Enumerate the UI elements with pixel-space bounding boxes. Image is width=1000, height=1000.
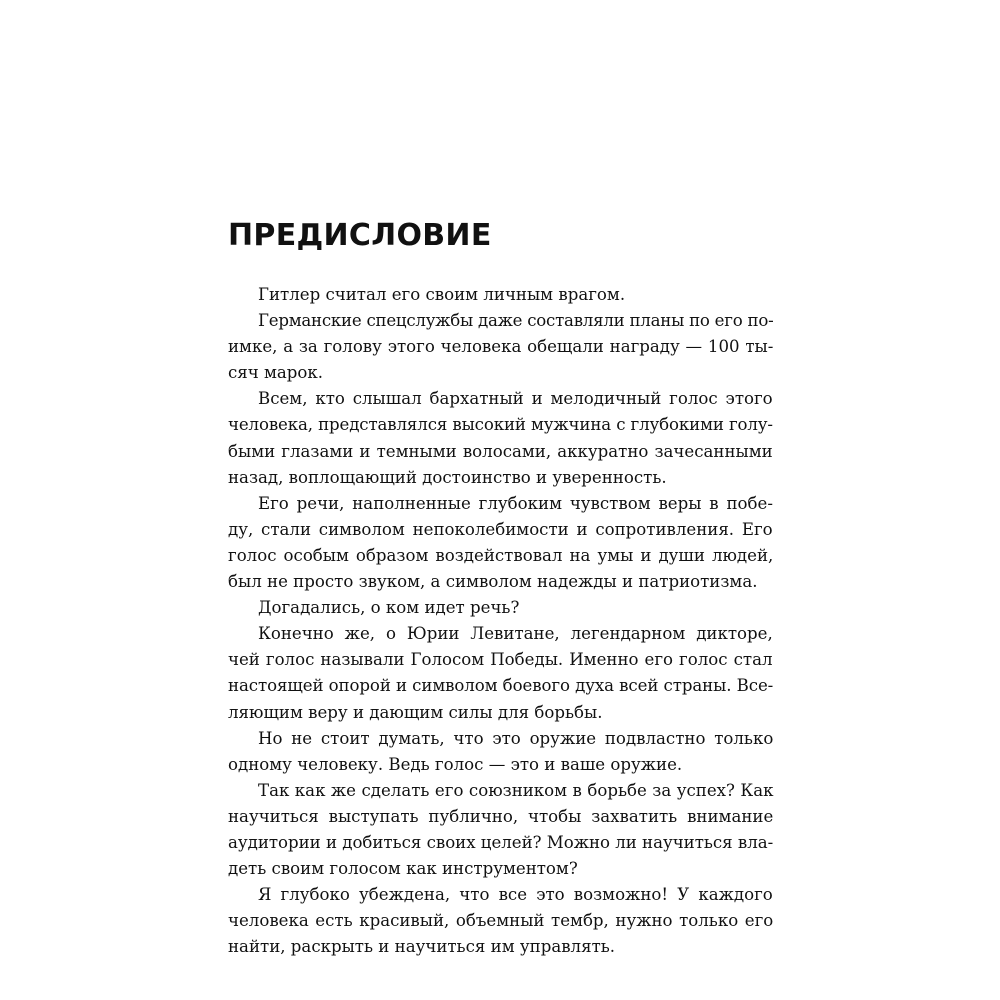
text-line: быми глазами и темными волосами, аккуратно зачесанными <box>228 441 773 461</box>
text-line: Конечно же, о Юрии Левитане, легендарном дикторе, <box>258 624 773 644</box>
text-line: Но не стоит думать, что это оружие подвластно только <box>258 728 774 748</box>
text-line: назад, воплощающий достоинство и уверенность. <box>228 467 667 487</box>
text-line: чей голос называли Голосом Победы. Именно его голос стал <box>228 650 773 670</box>
text-line: имке, а за голову этого человека обещали награду — 100 ты- <box>228 337 774 357</box>
body-text <box>228 282 773 960</box>
text-line: Всем, кто слышал бархатный и мелодичный голос этого <box>258 389 773 409</box>
text-line: найти, раскрыть и научиться им управлять. <box>228 937 616 957</box>
text-line: одному человеку. Ведь голос — это и ваше оружие. <box>228 754 683 774</box>
text-line: был не просто звуком, а символом надежды и патриотизма. <box>228 572 758 592</box>
text-line: человека есть красивый, объемный тембр, нужно только его <box>228 911 774 931</box>
chapter-heading: ПРЕДИСЛОВИЕ <box>228 218 492 253</box>
text-line: деть своим голосом как инструментом? <box>228 859 578 879</box>
text-line: сяч марок. <box>228 363 324 383</box>
text-line: Так как же сделать его союзником в борьбе за успех? Как <box>258 780 774 800</box>
text-line: настоящей опорой и символом боевого духа всей страны. Все- <box>228 676 774 696</box>
text-line: Я глубоко убеждена, что все это возможно! У каждого <box>258 885 773 905</box>
text-line: голос особым образом воздействовал на умы и души людей, <box>228 545 774 565</box>
text-line: человека, представлялся высокий мужчина с глубокими голу- <box>228 415 773 435</box>
text-line: Гитлер считал его своим личным врагом. <box>258 285 626 304</box>
text-line: ду, стали символом непоколебимости и сопротивления. Его <box>228 519 773 539</box>
text-line: Его речи, наполненные глубоким чувством веры в побе- <box>258 493 773 513</box>
text-line: Германские спецслужбы даже составляли планы по его по- <box>258 311 774 331</box>
text-line: научиться выступать публично, чтобы захватить внимание <box>228 806 774 826</box>
text-line: Догадались, о ком идет речь? <box>258 598 520 618</box>
text-line: аудитории и добиться своих целей? Можно ли научиться вла- <box>228 832 774 852</box>
text-line: ляющим веру и дающим силы для борьбы. <box>228 702 603 722</box>
